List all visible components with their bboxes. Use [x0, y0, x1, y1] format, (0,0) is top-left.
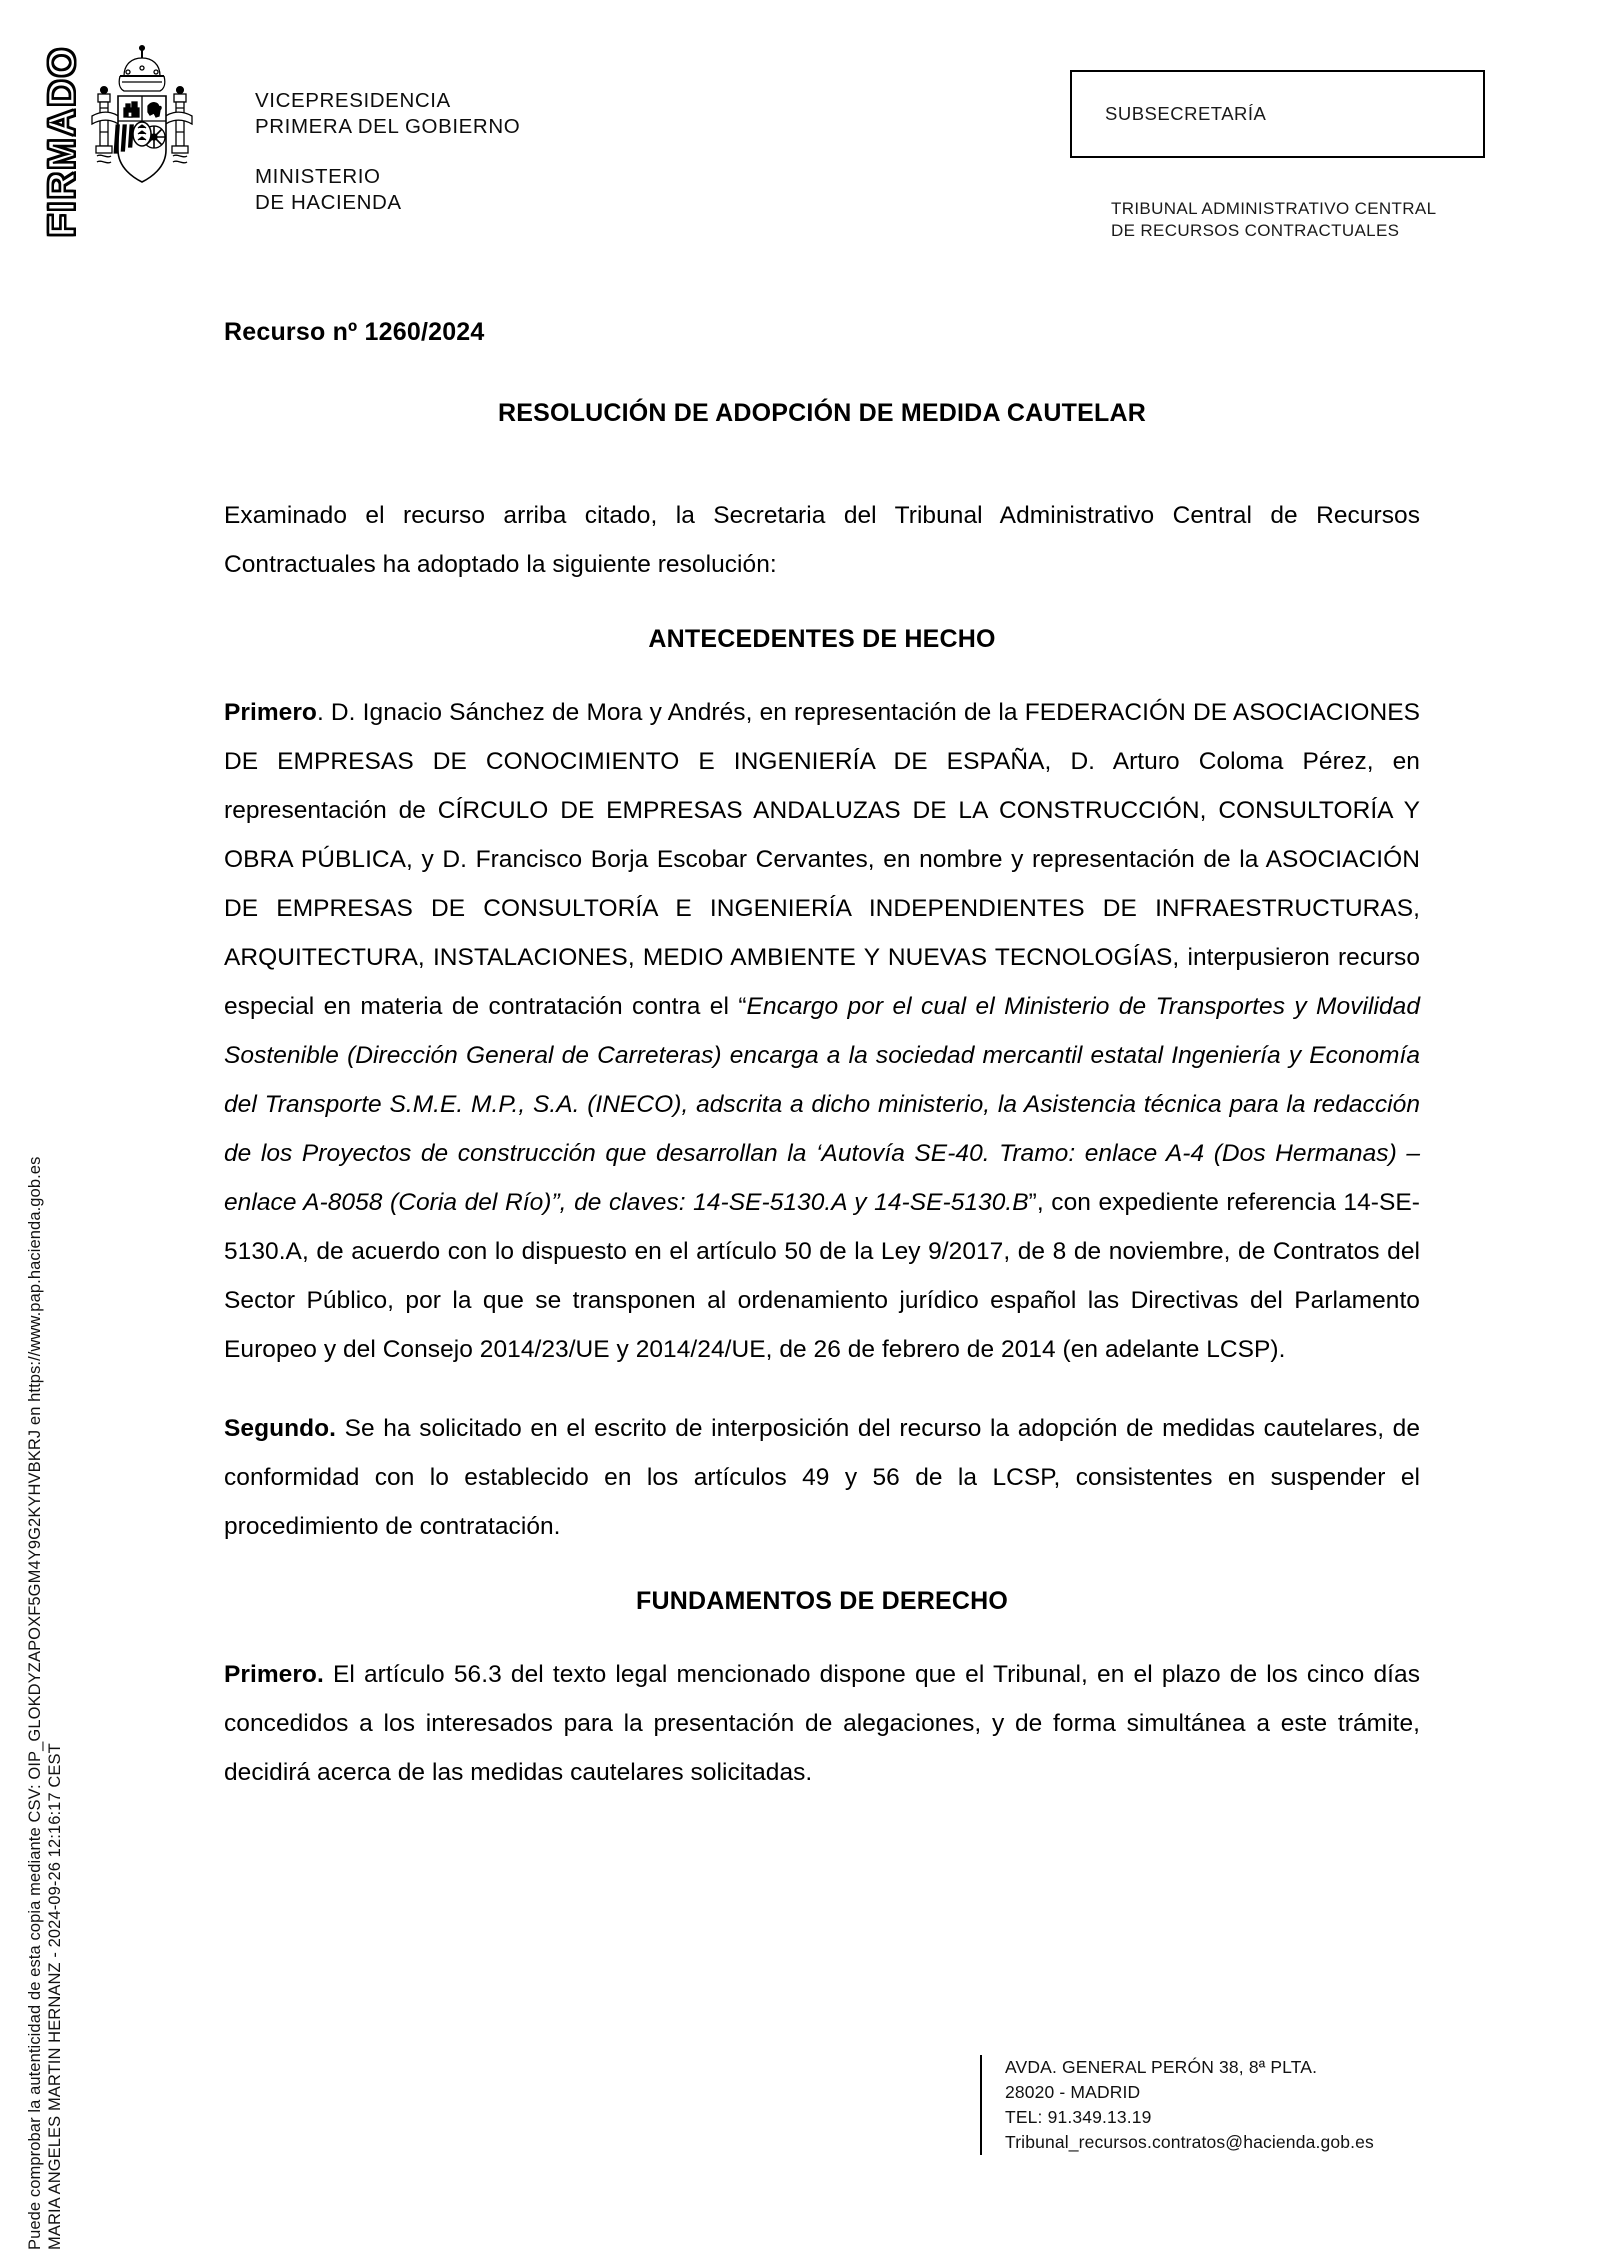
intro-paragraph: Examinado el recurso arriba citado, la Secretaria del Tribunal Administrativo Central de Recursos Contractuales ha adoptado la siguiente resolución: — [224, 502, 1420, 578]
antecedente-primero-text-a: . D. Ignacio Sánchez de Mora y Andrés, en representación de la FEDERACIÓN DE ASOCIACIONES DE EMPRESAS DE CONOCIMIENTO E INGENIERÍA DE ESPAÑA, D. Arturo Coloma Pérez, en representación de CÍRCULO DE EMPRESAS ANDALUZAS DE LA CONSTRUCCIÓN, CONSULTORÍA Y OBRA PÚBLICA, y D. Francisco Borja Escobar Cervantes, en nombre y representación de la ASOCIACIÓN DE EMPRESAS DE CONSULTORÍA E INGENIERÍA INDEPENDIENTES DE INFRAESTRUCTURAS, ARQUITECTURA, INSTALACIONES, MEDIO AMBIENTE Y NUEVAS TECNOLOGÍAS, interpusieron recurso especial en materia de contratación contra el “ — [224, 699, 1420, 1020]
footer-address-line-1: AVDA. GENERAL PERÓN 38, 8ª PLTA. — [1005, 2057, 1318, 2077]
identity-spacer — [255, 140, 520, 164]
tribunal-label-line-1: TRIBUNAL ADMINISTRATIVO CENTRAL — [1111, 199, 1437, 218]
antecedente-segundo-label: Segundo. — [224, 1415, 337, 1442]
document-header — [0, 0, 1600, 270]
electronic-signature-band — [0, 0, 84, 2263]
firmado-stamp-label: FIRMADO — [41, 45, 84, 238]
antecedente-primero-label: Primero — [224, 699, 317, 726]
tribunal-label-line-2: DE RECURSOS CONTRACTUALES — [1111, 221, 1400, 240]
antecedente-segundo-text: Se ha solicitado en el escrito de interposición del recurso la adopción de medidas cautelares, de conformidad con lo establecido en los artículos 49 y 56 de la LCSP, consistentes en suspender el procedimiento de contratación. — [224, 1415, 1420, 1540]
section-heading-antecedentes: ANTECEDENTES DE HECHO — [648, 625, 996, 653]
footer-email: Tribunal_recursos.contratos@hacienda.gob.es — [1005, 2132, 1374, 2152]
subsecretaria-box — [1070, 70, 1485, 158]
ministerio-line-2: DE HACIENDA — [255, 191, 402, 214]
fundamento-primero-text: El artículo 56.3 del texto legal mencionado dispone que el Tribunal, en el plazo de los cinco días concedidos a los interesados para la presentación de alegaciones, y de forma simultánea a este trámite, decidirá acerca de las medidas cautelares solicitadas. — [224, 1661, 1420, 1786]
vicepresidencia-line-2: PRIMERA DEL GOBIERNO — [255, 115, 521, 138]
document-body — [224, 318, 1420, 1827]
page-title: RESOLUCIÓN DE ADOPCIÓN DE MEDIDA CAUTELAR — [497, 399, 1147, 427]
fundamento-primero-label: Primero. — [224, 1661, 324, 1688]
section-heading-fundamentos: FUNDAMENTOS DE DERECHO — [635, 1587, 1008, 1615]
recurso-reference: Recurso nº 1260/2024 — [224, 318, 485, 346]
antecedente-primero-paragraph — [224, 688, 1420, 1374]
ministry-identity-block — [255, 88, 520, 216]
vicepresidencia-line-1: VICEPRESIDENCIA — [255, 89, 451, 112]
antecedente-primero-text-b: ”, con expediente referencia 14-SE-5130.A, de acuerdo con lo dispuesto en el artículo 50 de la Ley 9/2017, de 8 de noviembre, de Contratos del Sector Público, por la que se transponen al ordenamiento jurídico español las Directivas del Parlamento Europeo y del Consejo 2014/23/UE y 2014/24/UE, de 26 de febrero de 2014 (en adelante LCSP). — [224, 1189, 1420, 1363]
tribunal-unit-label — [1111, 198, 1436, 242]
spanish-coat-of-arms-icon — [88, 42, 196, 190]
footer-address-block — [980, 2055, 1374, 2155]
footer-phone: TEL: 91.349.13.19 — [1005, 2107, 1152, 2127]
antecedente-segundo-paragraph — [224, 1404, 1420, 1551]
ministerio-line-1: MINISTERIO — [255, 165, 381, 188]
signer-name-timestamp: MARIA ANGELES MARTIN HERNANZ - 2024-09-26 12:16:17 CEST — [46, 1743, 64, 2250]
signature-csv-line: Puede comprobar la autenticidad de esta copia mediante CSV: OIP_GLOKDYZAPOXF5GM4Y9G2KYHVBKRJ en https://www.pap.hacienda.gob.es — [26, 1156, 44, 2250]
fundamento-primero-paragraph — [224, 1650, 1420, 1797]
subsecretaria-label: SUBSECRETARÍA — [1105, 103, 1267, 124]
antecedente-primero-quote: Encargo por el cual el Ministerio de Transportes y Movilidad Sostenible (Dirección General de Carreteras) encarga a la sociedad mercantil estatal Ingeniería y Economía del Transporte S.M.E. M.P., S.A. (INECO), adscrita a dicho ministerio, la Asistencia técnica para la redacción de los Proyectos de construcción que desarrollan la ‘Autovía SE-40. Tramo: enlace A-4 (Dos Hermanas) – enlace A-8058 (Coria del Río)”, de claves: 14-SE-5130.A y 14-SE-5130.B — [224, 993, 1420, 1216]
footer-address-line-2: 28020 - MADRID — [1005, 2082, 1141, 2102]
